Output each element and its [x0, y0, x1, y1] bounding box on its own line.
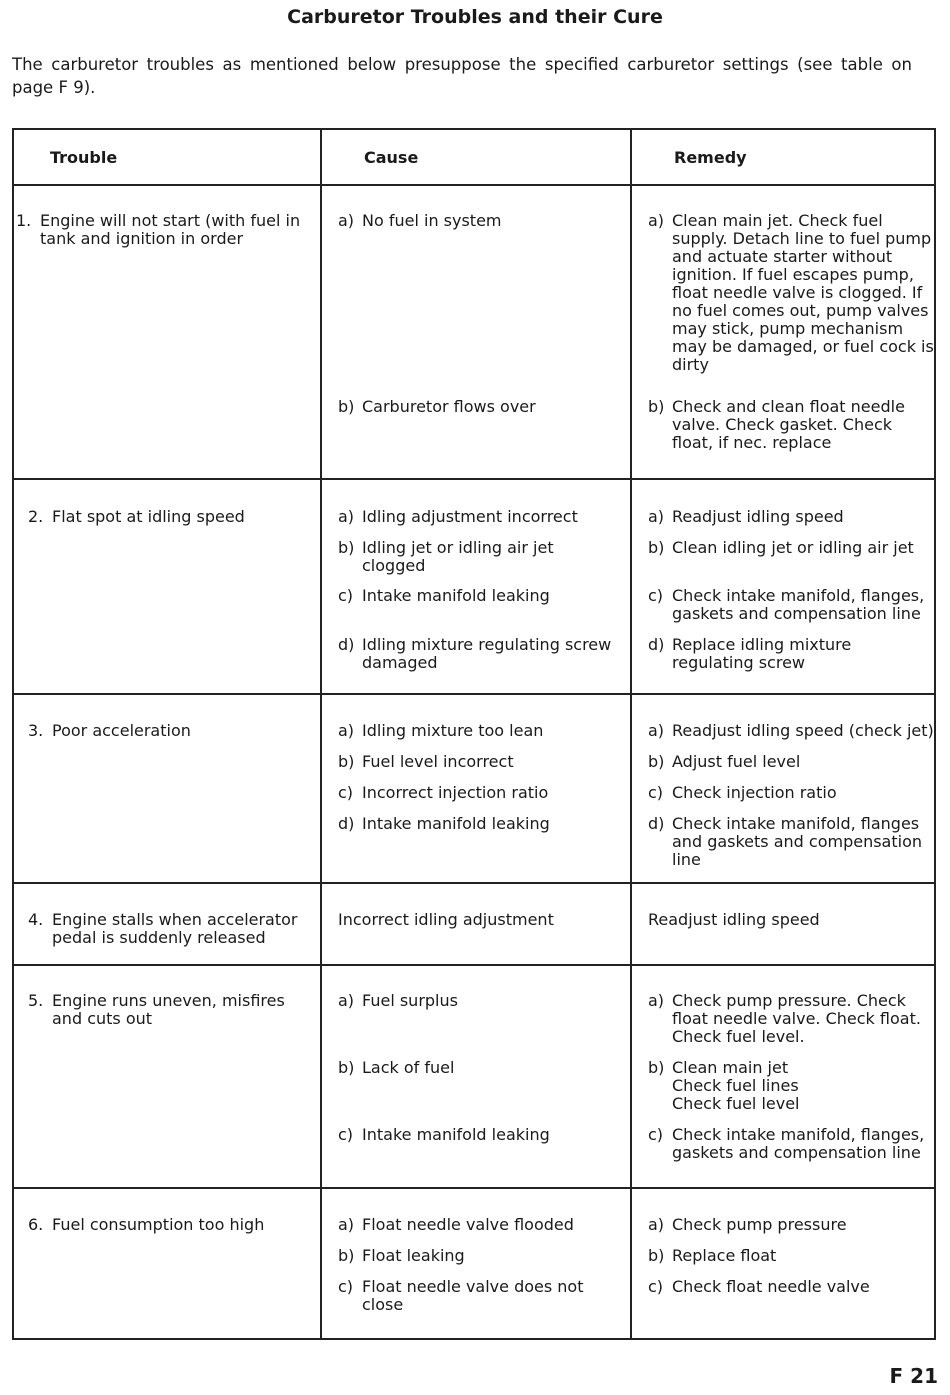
cause-text: Fuel surplus	[362, 991, 458, 1010]
item-marker: a)	[338, 991, 355, 1010]
column-divider	[630, 130, 632, 1338]
item-marker: c)	[648, 586, 664, 605]
remedy-text: Readjust idling speed	[672, 507, 844, 526]
cause-text: Idling jet or idling air jet clogged	[362, 538, 554, 575]
remedy-6a	[648, 1216, 936, 1234]
item-marker: b)	[648, 538, 665, 557]
item-marker: b)	[338, 1246, 355, 1265]
remedy-2d	[648, 636, 898, 672]
trouble-6	[28, 1216, 308, 1234]
trouble-text: Fuel consumption too high	[52, 1215, 265, 1234]
cause-text: Intake manifold leaking	[362, 1125, 550, 1144]
item-marker: c)	[648, 1125, 664, 1144]
cause-text: Float leaking	[362, 1246, 465, 1265]
item-marker: c)	[338, 783, 354, 802]
remedy-text: Check injection ratio	[672, 783, 837, 802]
trouble-4	[28, 911, 313, 947]
item-marker: b)	[648, 1058, 665, 1077]
trouble-number: 5.	[28, 991, 44, 1010]
item-marker: a)	[648, 1215, 665, 1234]
trouble-number: 6.	[28, 1215, 44, 1234]
item-marker: b)	[648, 1246, 665, 1265]
item-marker: c)	[338, 586, 354, 605]
item-marker: b)	[338, 397, 355, 416]
cause-5b	[338, 1059, 618, 1077]
header-trouble: Trouble	[50, 148, 118, 167]
remedy-3b	[648, 753, 936, 771]
trouble-text: Engine stalls when accelerator pedal is suddenly released	[52, 910, 298, 947]
remedy-text: Clean idling jet or idling air jet	[672, 538, 914, 557]
trouble-1	[16, 212, 306, 248]
cause-text: Incorrect injection ratio	[362, 783, 549, 802]
cause-3b	[338, 753, 618, 771]
row-divider	[14, 693, 934, 695]
item-marker: b)	[648, 397, 665, 416]
cause-2d	[338, 636, 618, 672]
header-cause: Cause	[364, 148, 419, 167]
item-marker: a)	[338, 1215, 355, 1234]
item-marker: c)	[338, 1125, 354, 1144]
item-marker: a)	[648, 507, 665, 526]
cause-text: Lack of fuel	[362, 1058, 455, 1077]
troubleshooting-table	[12, 128, 936, 1340]
remedy-5b	[648, 1059, 808, 1113]
cause-6a	[338, 1216, 618, 1234]
item-marker: a)	[648, 721, 665, 740]
trouble-3	[28, 722, 308, 740]
item-marker: d)	[648, 635, 665, 654]
cause-text: Idling mixture too lean	[362, 721, 544, 740]
item-marker: c)	[648, 1277, 664, 1296]
item-marker: a)	[338, 507, 355, 526]
item-marker: c)	[648, 783, 664, 802]
cause-2a	[338, 508, 618, 526]
trouble-text: Poor acceleration	[52, 721, 191, 740]
remedy-1b	[648, 398, 928, 452]
trouble-text: Engine runs uneven, misfires and cuts out	[52, 991, 285, 1028]
remedy-6c	[648, 1278, 936, 1296]
cause-3a	[338, 722, 618, 740]
cause-5c	[338, 1126, 618, 1144]
cause-3c	[338, 784, 618, 802]
trouble-number: 4.	[28, 910, 44, 929]
cause-text: Carburetor flows over	[362, 397, 536, 416]
remedy-text: Check pump pressure. Check float needle valve. Check float. Check fuel level.	[672, 991, 921, 1046]
cause-4: Incorrect idling adjustment	[338, 910, 554, 929]
cause-2b	[338, 539, 588, 575]
cause-text: Idling mixture regulating screw damaged	[362, 635, 612, 672]
remedy-2c	[648, 587, 936, 623]
trouble-number: 2.	[28, 507, 44, 526]
remedy-4: Readjust idling speed	[648, 910, 820, 929]
remedy-text: Check intake manifold, flanges, gaskets and compensation line	[672, 586, 925, 623]
trouble-number: 1.	[16, 211, 32, 230]
remedy-text: Check float needle valve	[672, 1277, 870, 1296]
remedy-text: Clean main jet Check fuel lines Check fuel level	[672, 1058, 800, 1113]
cause-text: Intake manifold leaking	[362, 814, 550, 833]
cause-1b	[338, 398, 618, 416]
cause-6b	[338, 1247, 618, 1265]
item-marker: b)	[338, 1058, 355, 1077]
item-marker: d)	[338, 635, 355, 654]
row-divider	[14, 478, 934, 480]
remedy-text: Readjust idling speed (check jet)	[672, 721, 934, 740]
remedy-3a	[648, 722, 936, 740]
remedy-5a	[648, 992, 936, 1046]
trouble-number: 3.	[28, 721, 44, 740]
header-remedy: Remedy	[674, 148, 747, 167]
remedy-2a	[648, 508, 936, 526]
cause-5a	[338, 992, 618, 1010]
row-divider	[14, 1187, 934, 1189]
row-divider	[14, 964, 934, 966]
remedy-3c	[648, 784, 936, 802]
cause-6c	[338, 1278, 618, 1314]
item-marker: b)	[648, 752, 665, 771]
cause-text: Float needle valve flooded	[362, 1215, 574, 1234]
item-marker: a)	[648, 211, 665, 230]
remedy-text: Check intake manifold, flanges and gaskets and compensation line	[672, 814, 923, 869]
item-marker: a)	[648, 991, 665, 1010]
remedy-text: Check intake manifold, flanges, gaskets and compensation line	[672, 1125, 925, 1162]
remedy-6b	[648, 1247, 936, 1265]
cause-text: No fuel in system	[362, 211, 502, 230]
cause-text: Intake manifold leaking	[362, 586, 550, 605]
remedy-5c	[648, 1126, 936, 1162]
item-marker: a)	[338, 721, 355, 740]
item-marker: c)	[338, 1277, 354, 1296]
cause-1a	[338, 212, 618, 230]
remedy-1a	[648, 212, 936, 374]
remedy-2b	[648, 539, 936, 557]
item-marker: a)	[338, 211, 355, 230]
trouble-text: Engine will not start (with fuel in tank and ignition in order	[40, 211, 301, 248]
cause-3d	[338, 815, 618, 833]
row-divider	[14, 184, 934, 186]
remedy-text: Clean main jet. Check fuel supply. Detach line to fuel pump and actuate starter without ignition. If fuel escapes pump, float needle valve is clogged. If no fuel comes out, pump valves may stick, pump mechanism may be damaged, or fuel cock is dirty	[672, 211, 934, 374]
item-marker: b)	[338, 538, 355, 557]
trouble-5	[28, 992, 298, 1028]
row-divider	[14, 882, 934, 884]
item-marker: d)	[338, 814, 355, 833]
column-divider	[320, 130, 322, 1338]
trouble-text: Flat spot at idling speed	[52, 507, 245, 526]
page-number: F 21	[889, 1364, 938, 1388]
remedy-text: Adjust fuel level	[672, 752, 801, 771]
remedy-text: Check and clean float needle valve. Check gasket. Check float, if nec. replace	[672, 397, 905, 452]
cause-2c	[338, 587, 618, 605]
item-marker: d)	[648, 814, 665, 833]
remedy-text: Replace float	[672, 1246, 777, 1265]
item-marker: b)	[338, 752, 355, 771]
page-title: Carburetor Troubles and their Cure	[287, 6, 663, 28]
intro-text: The carburetor troubles as mentioned below presuppose the specified carburetor settings (see table on page F 9).	[12, 55, 912, 97]
cause-text: Fuel level incorrect	[362, 752, 514, 771]
cause-text: Float needle valve does not close	[362, 1277, 584, 1314]
remedy-3d	[648, 815, 936, 869]
cause-text: Idling adjustment incorrect	[362, 507, 578, 526]
remedy-text: Replace idling mixture regulating screw	[672, 635, 852, 672]
remedy-text: Check pump pressure	[672, 1215, 847, 1234]
trouble-2	[28, 508, 308, 526]
